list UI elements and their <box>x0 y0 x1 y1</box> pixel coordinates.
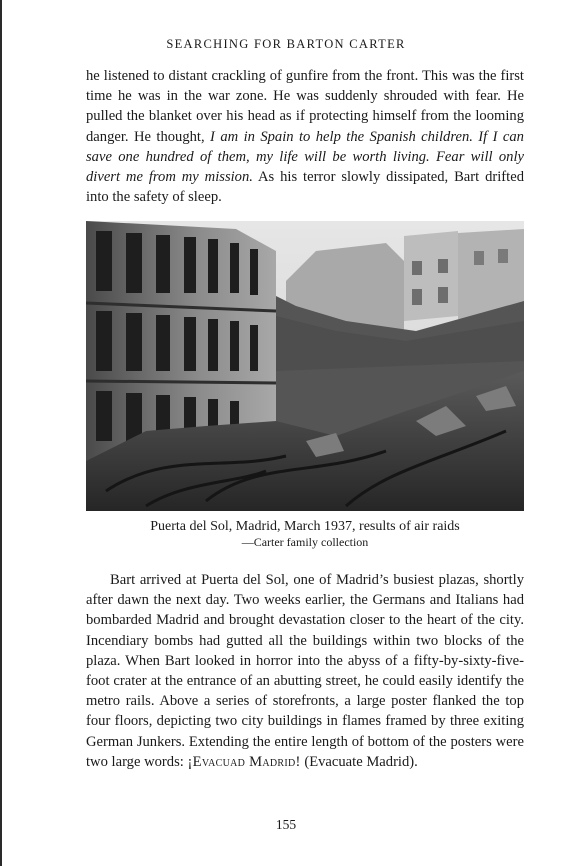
paragraph-2-text-a: Bart arrived at Puerta del Sol, one of Madrid’s busiest plazas, shortly after dawn the next day. Two weeks earlier, the Germans and Italians had bombarded Madrid and brought devastation closer to the heart of the city. Incendiary bombs had gutted all the buildings within two blocks of the plaza. When Bart looked in horror into the abyss of a fifty-by-sixty-five-foot crater at the entrance of an abutting street, he could easily identify the metro rails. Above a series of storefronts, a large poster flanked the top four floors, depicting two city buildings in flames framed by three exiting German Junkers. Extending the entire length of bottom of the posters were two large words: <box>86 572 524 770</box>
figure-credit: —Carter family collection <box>241 535 369 549</box>
paragraph-1-text-b: As his terror slowly dissipated, Bart drifted into the safety of sleep. <box>86 169 524 206</box>
page-number: 155 <box>275 817 297 832</box>
paragraph-2-smallcaps-slogan: ¡Evacuad Madrid! <box>187 753 301 770</box>
page-edge-rule <box>0 0 2 866</box>
paragraph-1 <box>86 66 524 207</box>
running-head: SEARCHING FOR BARTON CARTER <box>166 37 406 51</box>
paragraph-2-text-b: (Evacuate Madrid). <box>300 753 418 770</box>
paragraph-1-text-a: he listened to distant crackling of gunfire from the front. This was the first time he was in the war zone. He was suddenly shrouded with fear. He pulled the blanket over his head as if protecting himself from the looming danger. He thought, <box>86 68 524 145</box>
paragraph-1-italic-thought: I am in Spain to help the Spanish children. If I can save one hundred of them, my life will be worth living. Fear will only divert me from my mission. <box>86 128 524 186</box>
paragraph-2 <box>86 570 524 772</box>
war-ruins-photograph <box>86 221 524 511</box>
figure-caption: Puerta del Sol, Madrid, March 1937, results of air raids <box>150 519 460 534</box>
